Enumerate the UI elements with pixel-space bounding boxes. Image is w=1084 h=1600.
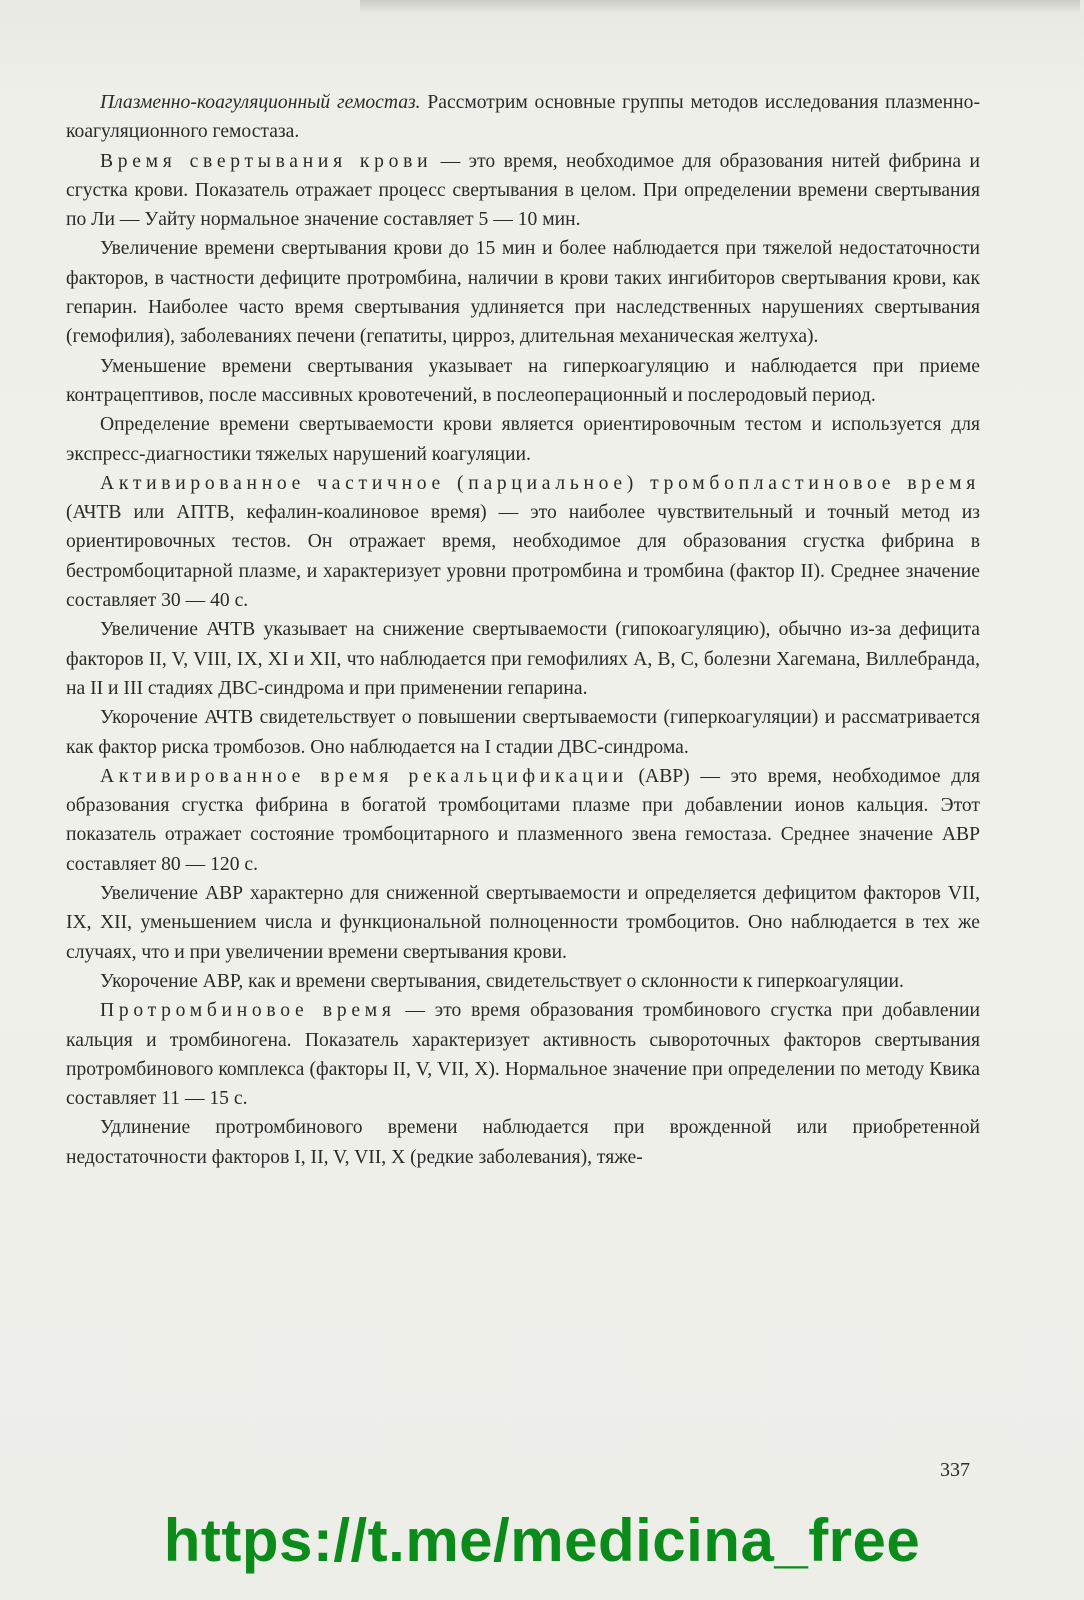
section-heading-italic: Плазменно-коагуляционный гемостаз. (100, 92, 421, 113)
paragraph-3 (66, 234, 980, 351)
binding-shadow (360, 0, 1080, 14)
paragraph-text: — это время, необходимое для образования нитей фибрина и сгустка крови. Показатель отражает процесс свертывания в целом. При определении времени свертывания по Ли — Уайту нормальное значение составляет 5 — 10 мин. (66, 150, 980, 231)
paragraph-text: Рассмотрим основные группы методов исследования плазменно-коагуляционного гемостаза. (66, 92, 980, 143)
paragraph-text: (АЧТВ или АПТВ, кефалин-коалиновое время) — это наиболее чувствительный и точный метод из ориентировочных тестов. Он отражает время, необходимое для образования сгустка фибрина в бестромбоцитарной плазме, и характеризует уровни протромбина и тромбина (фактор II). Среднее значение составляет 30 — 40 с. (66, 502, 980, 612)
term-recalcification-time: Активированное время рекальцификации (100, 765, 628, 787)
paragraph-6 (66, 469, 980, 615)
paragraph-13 (66, 1113, 980, 1172)
page-number: 337 (940, 1459, 970, 1481)
paragraph-text: Укорочение АВР, как и времени свертывания, свидетельствует о склонности к гиперкоагуляции. (100, 970, 904, 992)
paragraph-2 (66, 147, 980, 235)
term-clotting-time: Время свертывания крови (100, 150, 433, 172)
paragraph-text: Определение времени свертываемости крови является ориентировочным тестом и используется для экспресс-диагностики тяжелых нарушений коагуляции. (66, 414, 980, 465)
paragraph-text: Удлинение протромбинового времени наблюдается при врожденной или приобретенной недостаточности факторов I, II, V, VII, X (редкие заболевания), тяже- (66, 1117, 980, 1168)
paragraph-text: Укорочение АЧТВ свидетельствует о повышении свертываемости (гиперкоагуляции) и рассматривается как фактор риска тромбозов. Оно наблюдается на I стадии ДВС-синдрома. (66, 707, 980, 758)
paragraph-4 (66, 352, 980, 411)
paragraph-text: Уменьшение времени свертывания указывает на гиперкоагуляцию и наблюдается при приеме контрацептивов, после массивных кровотечений, в послеоперационный и послеродовый период. (66, 355, 980, 406)
paragraph-5 (66, 410, 980, 469)
paragraph-text: (АВР) — это время, необходимое для образования сгустка фибрина в богатой тромбоцитами плазме при добавлении ионов кальция. Этот показатель отражает состояние тромбоцитарного и плазменного звена гемостаза. Среднее значение АВР составляет 80 — 120 с. (66, 765, 981, 875)
paragraph-text: Увеличение АВР характерно для сниженной свертываемости и определяется дефицитом факторов VII, IX, XII, уменьшением числа и функциональной полноценности тромбоцитов. Оно наблюдается в тех же случаях, что и при увеличении времени свертывания крови. (66, 883, 980, 963)
watermark-link[interactable]: https://t.me/medicina_free (163, 1507, 921, 1574)
paragraph-text: — это время образования тромбинового сгустка при добавлении кальция и тромбиногена. Показатель характеризует активность сывороточных факторов свертывания протромбинового комплекса (факторы II, V, VII, X). Нормальное значение при определении по методу Квика составляет 11 — 15 с. (66, 1000, 980, 1110)
paragraph-8 (66, 703, 980, 762)
paragraph-11 (66, 967, 980, 996)
paragraph-1 (66, 88, 980, 147)
term-aptt: Активированное частичное (парциальное) тромбопластиновое время (100, 472, 980, 494)
paragraph-text: Увеличение АЧТВ указывает на снижение свертываемости (гипокоагуляцию), обычно из-за дефицита факторов II, V, VIII, IX, XI и XII, что наблюдается при гемофилиях А, В, С, болезни Хагемана, Виллебранда, на II и III стадиях ДВС-синдрома и при применении гепарина. (66, 619, 980, 699)
paragraph-7 (66, 615, 980, 703)
paragraph-12 (66, 996, 980, 1113)
body-text (66, 88, 980, 1172)
paragraph-10 (66, 879, 980, 967)
term-prothrombin-time: Протромбиновое время (100, 1000, 396, 1022)
paragraph-9 (66, 762, 980, 879)
paragraph-text: Увеличение времени свертывания крови до 15 мин и более наблюдается при тяжелой недостаточности факторов, в частности дефиците протромбина, наличии в крови таких ингибиторов свертывания крови, как гепарин. Наиболее часто время свертывания удлиняется при наследственных нарушениях свертывания (гемофилия), заболеваниях печени (гепатиты, цирроз, длительная механическая желтуха). (66, 238, 980, 348)
